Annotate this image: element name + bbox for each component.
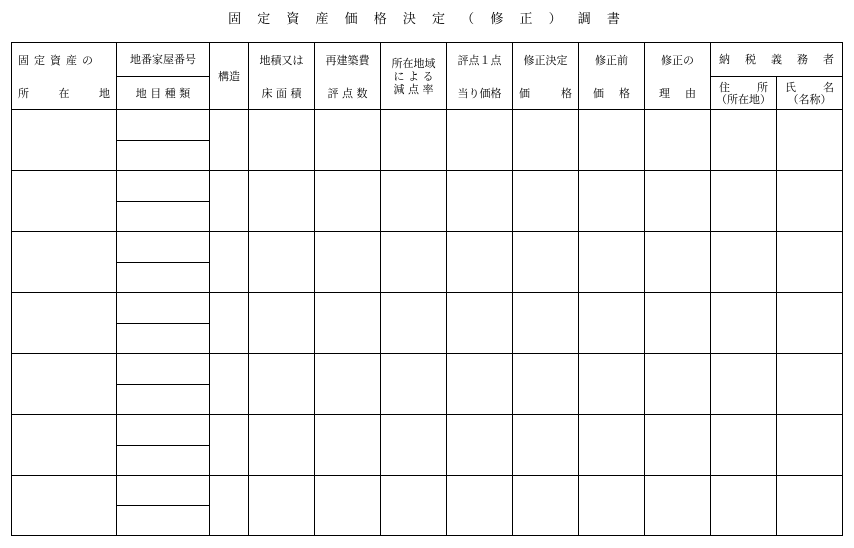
header-unit-price: 評点１点 当り価格: [447, 43, 513, 110]
cell-unit-price[interactable]: [447, 415, 513, 476]
cell-taxpayer-address[interactable]: [711, 171, 777, 232]
cell-taxpayer-name[interactable]: [777, 232, 843, 293]
table-row: [12, 110, 843, 141]
cell-taxpayer-address[interactable]: [711, 415, 777, 476]
header-taxpayer: 納 税 義 務 者: [711, 43, 843, 77]
cell-prev-price[interactable]: [579, 110, 645, 171]
cell-unit-price[interactable]: [447, 476, 513, 536]
cell-prev-price[interactable]: [579, 293, 645, 354]
cell-rebuild[interactable]: [315, 354, 381, 415]
cell-area[interactable]: [249, 293, 315, 354]
header-reduction: 所在地域 に よ る 減 点 率: [381, 43, 447, 110]
header-prev-price: 修正前 価 格: [579, 43, 645, 110]
cell-lot[interactable]: [117, 415, 210, 446]
cell-taxpayer-address[interactable]: [711, 476, 777, 536]
cell-lot-type[interactable]: [117, 201, 210, 232]
header-location-top: 固定資産の: [18, 53, 98, 67]
cell-taxpayer-address[interactable]: [711, 293, 777, 354]
table-row: [12, 476, 843, 506]
cell-lot[interactable]: [117, 232, 210, 263]
cell-prev-price[interactable]: [579, 415, 645, 476]
cell-location[interactable]: [12, 293, 117, 354]
cell-reason[interactable]: [645, 110, 711, 171]
cell-reduction[interactable]: [381, 232, 447, 293]
cell-lot-type[interactable]: [117, 262, 210, 293]
table-row: [12, 293, 843, 324]
header-structure: 構造: [210, 43, 249, 110]
cell-revised-price[interactable]: [513, 232, 579, 293]
cell-taxpayer-name[interactable]: [777, 354, 843, 415]
header-lot-bottom: 地 目 種 類: [117, 76, 210, 110]
cell-prev-price[interactable]: [579, 232, 645, 293]
header-taxpayer-address: 住 所 （所在地）: [711, 76, 777, 110]
cell-unit-price[interactable]: [447, 171, 513, 232]
cell-location[interactable]: [12, 476, 117, 536]
cell-area[interactable]: [249, 476, 315, 536]
cell-structure[interactable]: [210, 232, 249, 293]
cell-reason[interactable]: [645, 293, 711, 354]
header-lot-top: 地番家屋番号: [117, 43, 210, 77]
cell-revised-price[interactable]: [513, 415, 579, 476]
header-taxpayer-name: 氏 名 （名称）: [777, 76, 843, 110]
cell-structure[interactable]: [210, 171, 249, 232]
cell-lot-type[interactable]: [117, 506, 210, 536]
cell-structure[interactable]: [210, 293, 249, 354]
cell-unit-price[interactable]: [447, 232, 513, 293]
cell-unit-price[interactable]: [447, 293, 513, 354]
table-row: [12, 232, 843, 263]
cell-structure[interactable]: [210, 476, 249, 536]
cell-area[interactable]: [249, 171, 315, 232]
cell-lot-type[interactable]: [117, 384, 210, 415]
cell-structure[interactable]: [210, 110, 249, 171]
cell-location[interactable]: [12, 354, 117, 415]
cell-rebuild[interactable]: [315, 110, 381, 171]
cell-rebuild[interactable]: [315, 171, 381, 232]
cell-location[interactable]: [12, 110, 117, 171]
cell-taxpayer-name[interactable]: [777, 476, 843, 536]
cell-lot-type[interactable]: [117, 323, 210, 354]
cell-lot[interactable]: [117, 354, 210, 385]
cell-location[interactable]: [12, 415, 117, 476]
cell-lot[interactable]: [117, 171, 210, 202]
header-location-bottom: 所 在 地: [18, 86, 110, 100]
cell-reason[interactable]: [645, 232, 711, 293]
cell-revised-price[interactable]: [513, 476, 579, 536]
cell-taxpayer-name[interactable]: [777, 293, 843, 354]
cell-taxpayer-name[interactable]: [777, 110, 843, 171]
cell-unit-price[interactable]: [447, 354, 513, 415]
table-row: [12, 415, 843, 446]
cell-reason[interactable]: [645, 476, 711, 536]
cell-rebuild[interactable]: [315, 415, 381, 476]
cell-reason[interactable]: [645, 171, 711, 232]
cell-reduction[interactable]: [381, 110, 447, 171]
cell-area[interactable]: [249, 110, 315, 171]
cell-revised-price[interactable]: [513, 293, 579, 354]
cell-area[interactable]: [249, 415, 315, 476]
table-row: [12, 171, 843, 202]
valuation-table: [11, 42, 843, 536]
header-rebuild: 再建築費 評 点 数: [315, 43, 381, 110]
cell-area[interactable]: [249, 232, 315, 293]
cell-reduction[interactable]: [381, 171, 447, 232]
cell-taxpayer-address[interactable]: [711, 232, 777, 293]
header-reason: 修正の 理 由: [645, 43, 711, 110]
cell-rebuild[interactable]: [315, 476, 381, 536]
table-row: [12, 354, 843, 385]
cell-lot[interactable]: [117, 293, 210, 324]
cell-taxpayer-address[interactable]: [711, 110, 777, 171]
cell-taxpayer-address[interactable]: [711, 354, 777, 415]
cell-revised-price[interactable]: [513, 171, 579, 232]
cell-lot[interactable]: [117, 110, 210, 141]
header-area: 地積又は 床 面 積: [249, 43, 315, 110]
cell-reduction[interactable]: [381, 476, 447, 536]
header-location: [12, 43, 117, 110]
cell-prev-price[interactable]: [579, 476, 645, 536]
cell-revised-price[interactable]: [513, 354, 579, 415]
cell-location[interactable]: [12, 171, 117, 232]
cell-taxpayer-name[interactable]: [777, 171, 843, 232]
cell-reduction[interactable]: [381, 293, 447, 354]
cell-location[interactable]: [12, 232, 117, 293]
header-revised-price: 修正決定 価 格: [513, 43, 579, 110]
cell-reason[interactable]: [645, 415, 711, 476]
cell-prev-price[interactable]: [579, 171, 645, 232]
cell-reduction[interactable]: [381, 415, 447, 476]
cell-lot-type[interactable]: [117, 140, 210, 171]
cell-lot-type[interactable]: [117, 445, 210, 476]
document-title: 固 定 資 産 価 格 決 定 （ 修 正 ） 調 書: [228, 12, 626, 27]
cell-revised-price[interactable]: [513, 110, 579, 171]
cell-reason[interactable]: [645, 354, 711, 415]
cell-rebuild[interactable]: [315, 232, 381, 293]
cell-taxpayer-name[interactable]: [777, 415, 843, 476]
cell-reduction[interactable]: [381, 354, 447, 415]
cell-structure[interactable]: [210, 354, 249, 415]
cell-unit-price[interactable]: [447, 110, 513, 171]
cell-rebuild[interactable]: [315, 293, 381, 354]
cell-area[interactable]: [249, 354, 315, 415]
cell-lot[interactable]: [117, 476, 210, 506]
cell-prev-price[interactable]: [579, 354, 645, 415]
cell-structure[interactable]: [210, 415, 249, 476]
